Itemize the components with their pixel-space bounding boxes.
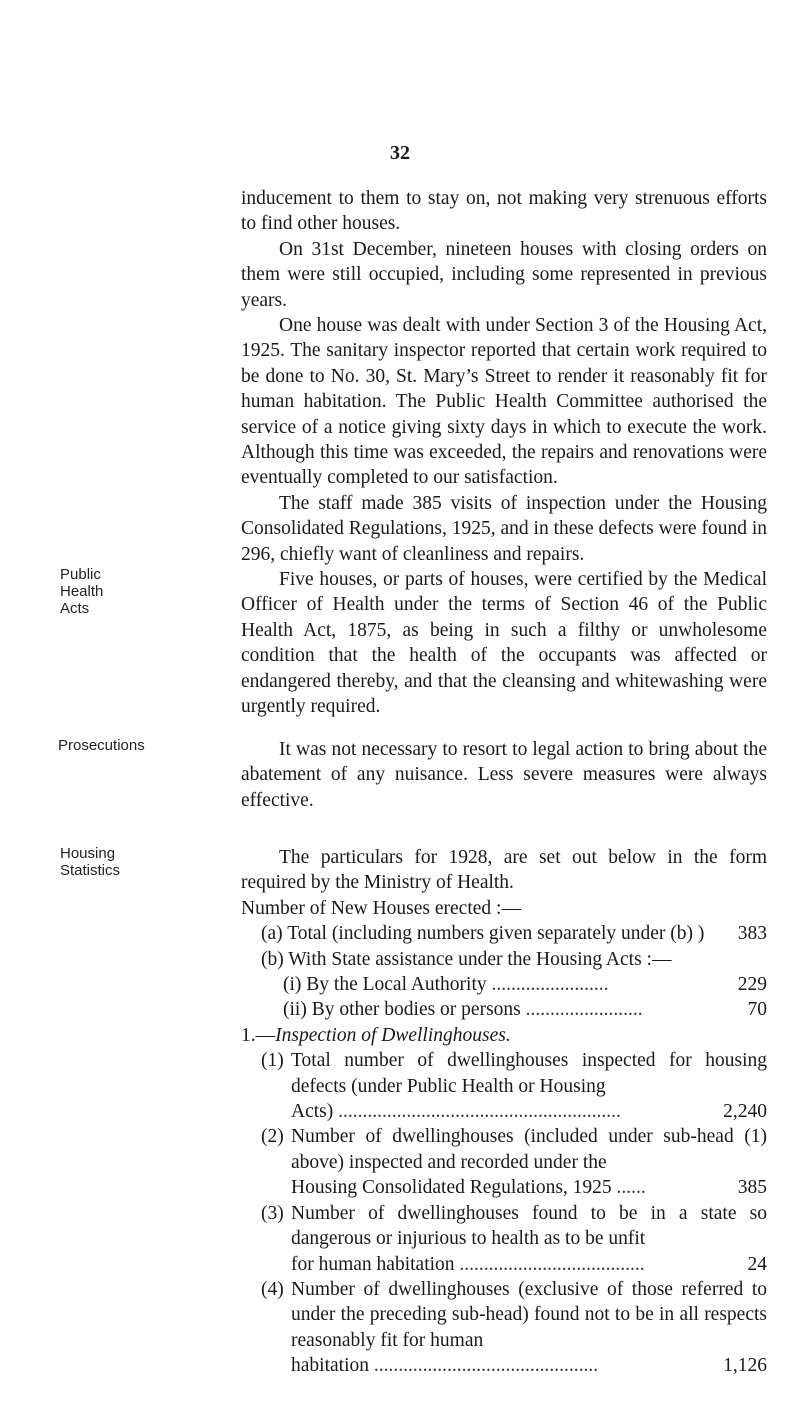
stat-value: 383 (737, 923, 767, 945)
stat-value: 2,240 (723, 1101, 767, 1123)
margin-note-housing-statistics: Housing Statistics (60, 845, 121, 879)
stat-value: 385 (737, 1177, 767, 1199)
inspection-item-4: (4) Number of dwellinghouses (exclusive of those referred to under the preceding sub-head) found not to be in all respects reasonably fit for human habitation .............................................. 1,126 (241, 1277, 767, 1379)
stat-row-total: (a) Total (including numbers given separately under (b) ) 383 (241, 921, 767, 946)
paragraph-public-health: Five houses, or parts of houses, were certified by the Medical Officer of Health under the terms of Section 46 of the Public Health Act, 1875, as being in such a filthy or unwholesome condition that the health of the occupants was affected or endangered thereby, and that the cleansing and whitewashing were urgently required. (241, 569, 767, 718)
stat-value: 24 (747, 1253, 767, 1275)
stat-row-other-bodies: (ii) By other bodies or persons ........................ 70 (241, 997, 767, 1022)
paragraph-closing-orders: On 31st December, nineteen houses with closing orders on them were still occupied, including some represented in previous years. (241, 238, 767, 311)
margin-note-public-health: Public Health Acts (60, 566, 104, 617)
paragraph-inducement: inducement to them to stay on, not making very strenuous efforts to find other houses. (241, 188, 767, 235)
inspection-item-2: (2) Number of dwellinghouses (included under sub-head (1) above) inspected and recorded under the Housing Consolidated Regulations, 1925 ...... 385 (241, 1124, 767, 1200)
housing-statistics-section (241, 845, 767, 1379)
margin-note-prosecutions: Prosecutions (58, 737, 145, 754)
inspection-item-1: (1) Total number of dwellinghouses inspected for housing defects (under Public Health or Housing Acts) .......................................................... 2,240 (241, 1048, 767, 1124)
new-houses-heading: Number of New Houses erected :— (241, 897, 521, 919)
paragraph-prosecutions: It was not necessary to resort to legal action to bring about the abatement of any nuisance. Less severe measures were always effective. (241, 739, 767, 811)
stat-row-local-authority: (i) By the Local Authority ........................ 229 (241, 972, 767, 997)
inspection-heading: 1.—Inspection of Dwellinghouses. (241, 1024, 511, 1046)
stat-value: 70 (747, 999, 767, 1021)
intro-section (241, 186, 767, 567)
paragraph-statistics-intro: The particulars for 1928, are set out below in the form required by the Ministry of Health. (241, 847, 767, 894)
paragraph-housing-act: One house was dealt with under Section 3 of the Housing Act, 1925. The sanitary inspector reported that certain work required to be done to No. 30, St. Mary’s Street to render it reasonably fit for human habitation. The Public Health Committee authorised the service of a notice giving sixty days in which to execute the work. Although this time was exceeded, the repairs and renovations were eventually completed to our satisfaction. (241, 315, 767, 489)
paragraph-staff-visits: The staff made 385 visits of inspection under the Housing Consolidated Regulations, 1925, and in these defects were found in 296, chiefly want of cleanliness and repairs. (241, 492, 767, 565)
prosecutions-section (241, 737, 767, 813)
page-number: 32 (390, 142, 410, 164)
public-health-section (241, 567, 767, 719)
stat-value: 229 (737, 974, 767, 996)
stat-row-state-assistance: (b) With State assistance under the Housing Acts :— (261, 948, 672, 970)
stat-value: 1,126 (723, 1355, 767, 1377)
inspection-item-3: (3) Number of dwellinghouses found to be in a state so dangerous or injurious to health as to be unfit for human habitation ...................................... 24 (241, 1201, 767, 1277)
